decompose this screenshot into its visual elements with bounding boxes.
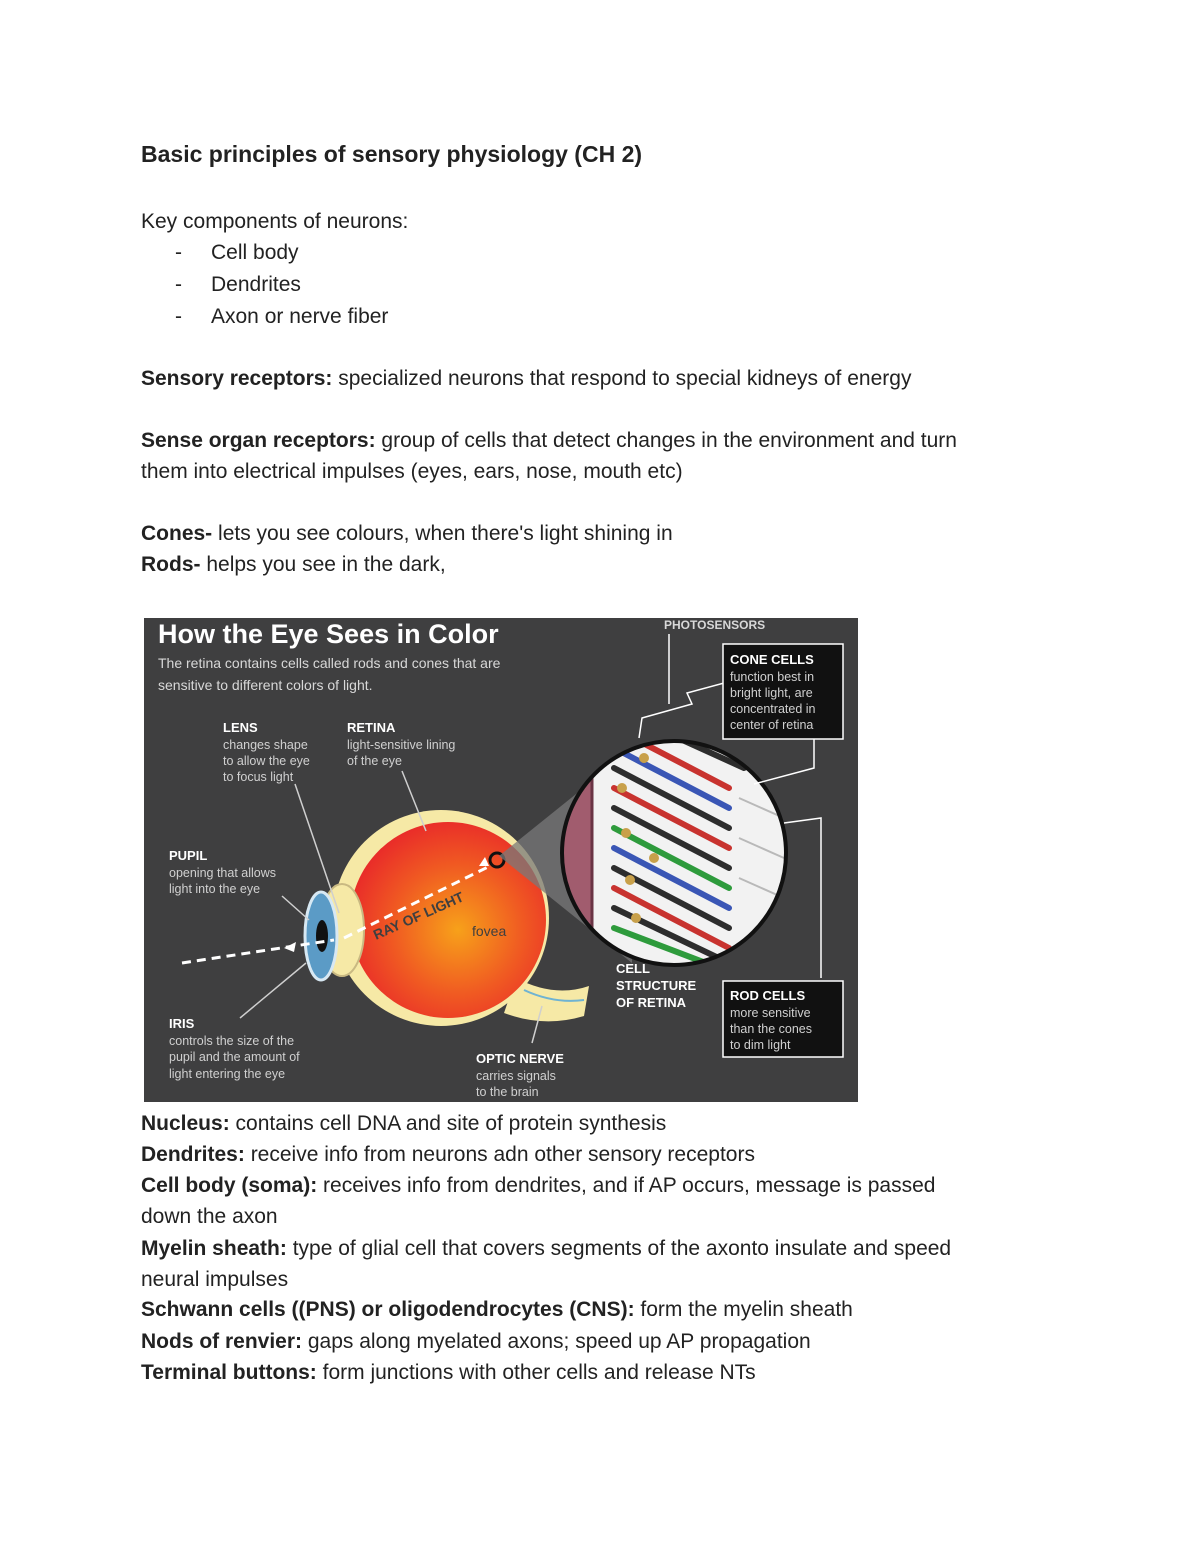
iris-desc-1: controls the size of the [169, 1034, 295, 1048]
neurons-heading: Key components of neurons: [141, 210, 409, 233]
definition-cones: Cones- lets you see colours, when there's light shining in [141, 522, 673, 545]
definition-sense-organ-receptors-cont: them into electrical impulses (eyes, ears, nose, mouth etc) [141, 460, 683, 483]
ray-of-light-label: RAY OF LIGHT [370, 888, 467, 943]
definition-dendrites: Dendrites: receive info from neurons adn other sensory receptors [141, 1143, 755, 1166]
eye-diagram-svg [144, 618, 858, 1102]
definition-myelin-sheath: Myelin sheath: type of glial cell that covers segments of the axonto insulate and speed [141, 1237, 952, 1260]
pupil-label: PUPIL [169, 848, 208, 863]
cell-structure-label-3: OF RETINA [616, 995, 687, 1010]
definition-rods: Rods- helps you see in the dark, [141, 553, 446, 576]
list-item: - Dendrites [175, 273, 301, 296]
lens-label: LENS [223, 720, 258, 735]
cone-cells-desc-4: center of retina [730, 718, 814, 732]
definition-sensory-receptors: Sensory receptors: specialized neurons that respond to special kidneys of energy [141, 367, 912, 390]
retina-desc-1: light-sensitive lining [347, 738, 456, 752]
pupil-desc-2: light into the eye [169, 882, 261, 896]
rod-cells-desc-1: more sensitive [730, 1006, 811, 1020]
rod-cells-label: ROD CELLS [730, 988, 806, 1003]
cell-structure-label-2: STRUCTURE [616, 978, 697, 993]
pupil-shape [316, 920, 328, 952]
lens-desc-1: changes shape [223, 738, 308, 752]
figure-title: How the Eye Sees in Color [158, 619, 499, 649]
optic-nerve-label: OPTIC NERVE [476, 1051, 564, 1066]
fovea-label: fovea [472, 923, 507, 939]
iris-label: IRIS [169, 1016, 195, 1031]
list-item: - Cell body [175, 241, 299, 264]
rod-cells-desc-3: to dim light [730, 1038, 791, 1052]
figure-subtitle-line-1: The retina contains cells called rods and cones that are [158, 655, 501, 671]
definition-cell-body-cont: down the axon [141, 1205, 278, 1228]
cell-structure-label-1: CELL [616, 961, 650, 976]
lens-desc-2: to allow the eye [223, 754, 310, 768]
cone-cells-desc-1: function best in [730, 670, 815, 684]
retina-desc-2: of the eye [347, 754, 402, 768]
page-title: Basic principles of sensory physiology (CH 2) [141, 141, 643, 167]
optic-nerve-desc-2: to the brain [476, 1085, 539, 1099]
eye-diagram-figure [144, 618, 858, 1102]
cone-cells-desc-3: concentrated in [730, 702, 816, 716]
iris-desc-2: pupil and the amount of [169, 1050, 300, 1064]
definition-terminal-buttons: Terminal buttons: form junctions with other cells and release NTs [141, 1361, 756, 1384]
photosensors-label: PHOTOSENSORS [664, 618, 766, 632]
definition-nucleus: Nucleus: contains cell DNA and site of protein synthesis [141, 1112, 667, 1135]
definition-nodes-of-ranvier: Nods of renvier: gaps along myelated axons; speed up AP propagation [141, 1330, 811, 1353]
list-item: - Axon or nerve fiber [175, 305, 389, 328]
lens-desc-3: to focus light [223, 770, 294, 784]
optic-nerve-desc-1: carries signals [476, 1069, 556, 1083]
iris-desc-3: light entering the eye [169, 1067, 286, 1081]
retina-label: RETINA [347, 720, 396, 735]
definition-sense-organ-receptors: Sense organ receptors: group of cells that detect changes in the environment and turn [141, 429, 957, 452]
rod-cells-desc-2: than the cones [730, 1022, 813, 1036]
figure-subtitle-line-2: sensitive to different colors of light. [158, 677, 373, 693]
cone-cells-desc-2: bright light, are [730, 686, 813, 700]
definition-cell-body: Cell body (soma): receives info from dendrites, and if AP occurs, message is passed [141, 1174, 936, 1197]
pupil-desc-1: opening that allows [169, 866, 277, 880]
cone-cells-label: CONE CELLS [730, 652, 814, 667]
definition-schwann-cells: Schwann cells ((PNS) or oligodendrocytes (CNS): form the myelin sheath [141, 1298, 853, 1321]
definition-myelin-sheath-cont: neural impulses [141, 1268, 289, 1291]
